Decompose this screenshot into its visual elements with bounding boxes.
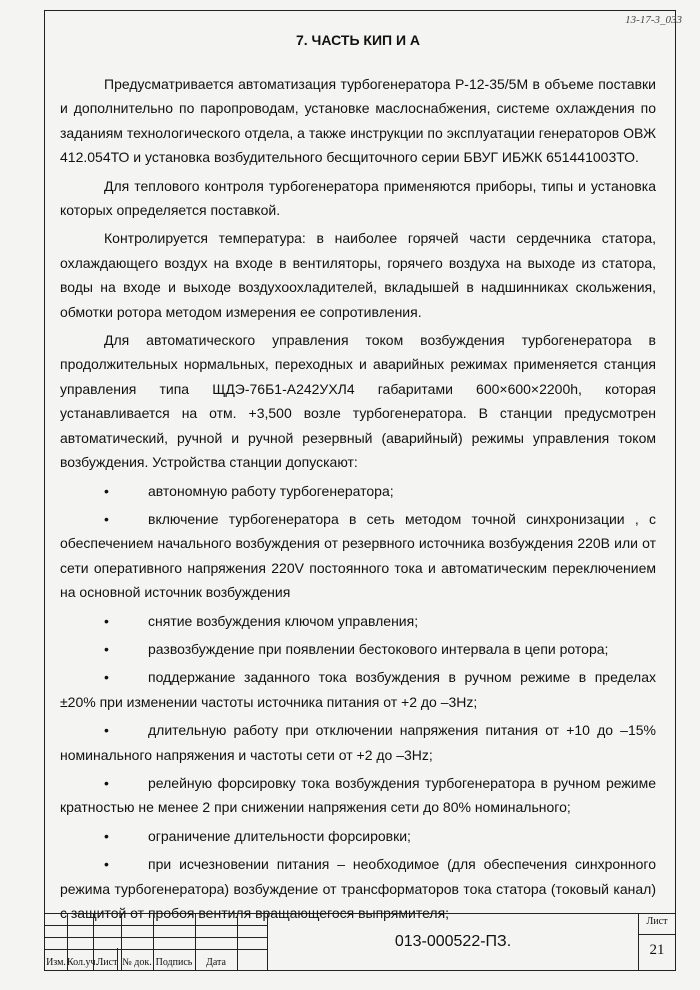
revision-grid — [45, 914, 268, 970]
bullet-marker: • — [104, 774, 109, 791]
bullet-item — [60, 771, 656, 820]
paragraph: Предусматривается автоматизация турбогенератора Р-12-35/5М в объеме поставки и дополнительно по паропроводам, установке маслоснабжения, системе охлаждения по заданиям технологического отдела, а также инструкции по эксплуатации генераторов ОВЖ 412.054ТО и установка возбудительного бесщиточного серии БВУГ ИБЖК 651441003ТО. — [60, 76, 656, 166]
bullet-text: ограничение длительности форсировки; — [148, 827, 411, 844]
bullet-item — [60, 609, 656, 633]
section-title: 7. ЧАСТЬ КИП И А — [295, 32, 421, 48]
bullet-marker: • — [104, 722, 109, 739]
bullet-marker: • — [104, 669, 109, 686]
bullet-item — [60, 479, 656, 503]
bullet-list — [60, 479, 656, 926]
bullet-marker: • — [104, 827, 109, 844]
bullet-text: релейную форсировку тока возбуждения турбогенератора в ручном режиме кратностью не менее 2 при снижении напряжения сети до 80% номинального; — [60, 774, 656, 816]
col-label: Дата — [206, 957, 226, 968]
bullet-marker: • — [104, 640, 109, 657]
col-label: Кол.уч. — [67, 957, 99, 968]
paragraph: Для теплового контроля турбогенератора применяются приборы, типы и установка которых определяется поставкой. — [60, 177, 656, 219]
paragraph: Для автоматического управления током возбуждения турбогенератора в продолжительных нормальных, переходных и аварийных режимах применяется станция управления типа ЩДЭ-76Б1-А242УХЛ4 габаритами 600×600×2200h, которая устанавливается на отм. +3,500 возле турбогенератора. В станции предусмотрен автоматический, ручной и ручной резервный (аварийный) режимы управления током возбуждения. Устройства станции допускают: — [60, 332, 656, 471]
bullet-text: снятие возбуждения ключом управления; — [148, 612, 419, 629]
col-label: Подпись — [155, 957, 193, 968]
bullet-marker: • — [104, 482, 109, 499]
bullet-marker: • — [104, 510, 109, 527]
bullet-item — [60, 665, 656, 714]
bullet-text: длительную работу при отключении напряжения питания от +10 до –15% номинального напряжения и частоты сети от +2 до –3Hz; — [60, 722, 656, 763]
document-body — [60, 30, 656, 929]
bullet-item — [60, 824, 656, 848]
bullet-marker: • — [104, 612, 109, 629]
col-label: № док. — [122, 957, 152, 968]
bullet-marker: • — [104, 856, 109, 873]
col-label: Изм. — [46, 957, 66, 968]
bullet-item — [60, 507, 656, 605]
sheet-number: 21 — [649, 942, 665, 958]
bullet-text: развозбуждение при появлении бестокового интервала в цепи ротора; — [148, 640, 609, 657]
bullet-text: поддержание заданного тока возбуждения в ручном режиме в пределах ±20% при изменении частоты источника питания от +2 до –3Hz; — [60, 669, 656, 710]
bullet-text: включение турбогенератора в сеть методом точной синхронизации , с обеспечением начального возбуждения от резервного источника возбуждения 220В или от сети оперативного напряжения 220V постоянного тока и автоматическим переключением на основной источник возбуждения — [60, 510, 656, 601]
bullet-item — [60, 637, 656, 661]
sheet-box — [638, 914, 675, 970]
bullet-item — [60, 718, 656, 767]
paragraph: Контролируется температура: в наиболее горячей части сердечника статора, охлаждающего воздух на входе в вентиляторы, горячего воздуха на выходе из статора, воды на входе и выходе воздухоохладителей, вкладышей в надшинниках скольжения, обмотки ротора методом измерения ее сопротивления. — [60, 230, 656, 320]
bullet-text: автономную работу турбогенератора; — [148, 482, 394, 499]
corner-code: 13-17-3_033 — [625, 14, 682, 26]
col-label: Лист — [96, 957, 118, 968]
sheet-label: Лист — [646, 916, 668, 927]
title-block — [44, 913, 676, 971]
document-number: 013-000522-ПЗ. — [394, 933, 512, 950]
bullet-text: при исчезновении питания – необходимое (для обеспечения синхронного режима турбогенератора) возбуждение от трансформаторов тока статора (токовый канал) с защитой от пробоя вентиля вращающегося выпрямителя; — [60, 856, 656, 921]
